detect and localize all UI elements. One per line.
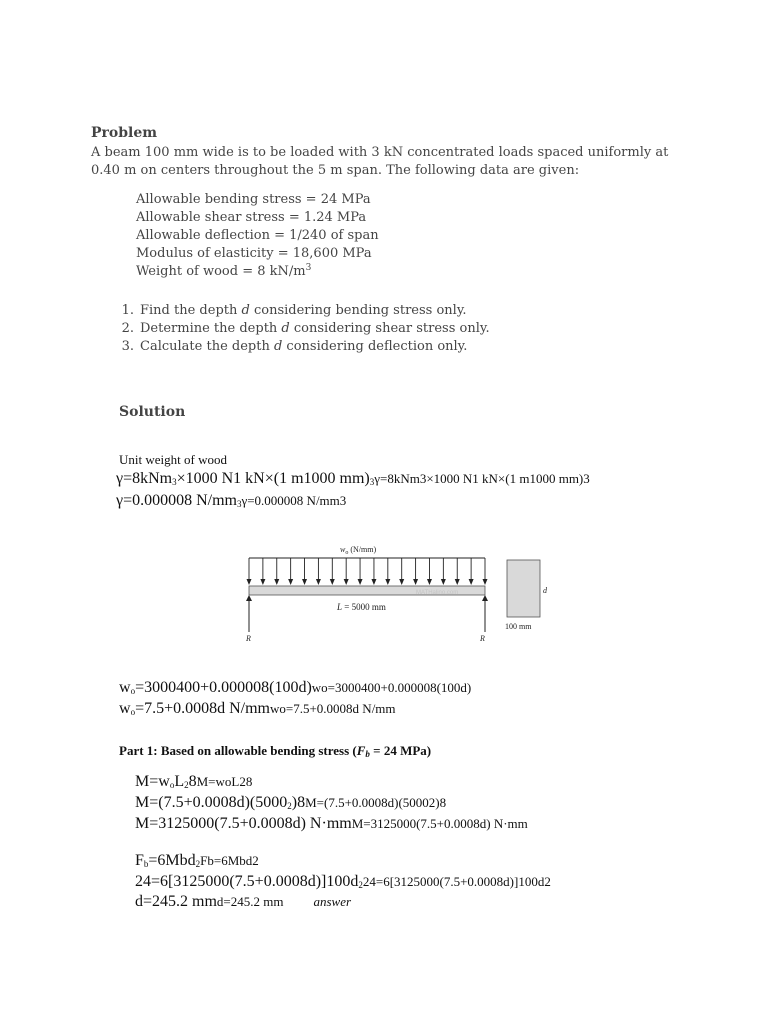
gamma-equation-2: γ=0.000008 $N/mm_3\gamma=0.000008$ N/mm3 [116,492,347,509]
depth-result: d=245.2 mmd=245.2 mm answer [135,893,352,910]
left-reaction-arrowhead [246,595,252,601]
load-arrow-head [302,579,307,585]
load-arrow-head [399,579,404,585]
moment-equation-2: $M=(7.5+0.0008d)(5000_2)8M=(7.5+0.0008d)(50002)8$ [135,794,447,811]
depth-label: d [543,586,547,595]
load-arrow-head [441,579,446,585]
left-reaction-label: R [246,634,251,643]
wo-equation-1: $w_o=3000400+0.000008(100d)wo=3000400+0.000008(100d)$ [119,679,472,696]
moment-equation-3: M=3125000(7.5+0.0008d) N·mmM=3125000(7.5+0.0008d) N·mm [135,815,528,832]
answer-label: answer [313,894,352,909]
cross-section [507,560,540,617]
load-label: $w_o$ (N/mm) [340,545,377,556]
load-arrow-head [385,579,390,585]
gamma-equation-1: γ=8kNm$_3$×1000 N1 kN×(1 m1000 $mm)_3\gamma=8kNm3\times 1000$ N1 kN×(1 m1000 mm)3 [116,470,590,487]
width-label: 100 mm [505,622,532,631]
load-arrow-head [344,579,349,585]
bending-stress-equation-2: $24=6[3125000(7.5+0.0008d)]100d_224=6[3125000(7.5+0.0008d)]100d2$ [135,873,551,890]
right-reaction-label: R [480,634,485,643]
problem-heading: Problem [91,125,158,141]
load-arrow-head [371,579,376,585]
given-shear-stress: Allowable shear stress = 1.24 MPa [136,210,367,225]
load-arrow-head [316,579,321,585]
wo-equation-2: $w_o=7.5+0.0008d$ N/mmwo=7.5+0.0008d N/mm [119,700,396,717]
question-3: 3. Calculate the depth d considering deflection only. [121,339,468,354]
load-arrow-head [427,579,432,585]
unit-weight-label: Unit weight of wood [119,452,227,467]
question-1: 1. Find the depth d considering bending stress only. [121,303,467,318]
question-2: 2. Determine the depth d considering shear stress only. [121,321,490,336]
moment-equation-1: $M=w_oL_28M=woL28$ [135,773,253,790]
problem-text-line-1: A beam 100 mm wide is to be loaded with 3 kN concentrated loads spaced uniformly at [91,145,669,160]
load-arrow-head [413,579,418,585]
load-arrows [247,558,488,585]
load-arrow-head [358,579,363,585]
span-label: L = 5000 mm [337,602,386,612]
load-arrow-head [260,579,265,585]
load-arrow-head [455,579,460,585]
load-arrow-head [274,579,279,585]
load-arrow-head [330,579,335,585]
given-bending-stress: Allowable bending stress = 24 MPa [136,192,371,207]
given-weight-of-wood: Weight of wood = 8 $kN/m^3$ [136,263,312,279]
watermark: MATHalino.com [416,590,459,596]
load-arrow-head [288,579,293,585]
load-arrow-head [483,579,488,585]
problem-text-line-2: 0.40 m on centers throughout the 5 m span. The following data are given: [91,163,580,178]
given-deflection: Allowable deflection = 1/240 of span [136,228,379,243]
load-arrow-head [247,579,252,585]
bending-stress-equation-1: $F_b=6Mbd_2Fb=6Mbd2$ [135,852,259,869]
right-reaction-arrowhead [482,595,488,601]
beam-loading-diagram [240,540,560,650]
part-1-heading: Part 1: Based on allowable bending stress ($F_b = 24$ MPa) [119,743,432,759]
solution-heading: Solution [119,404,186,420]
given-modulus: Modulus of elasticity = 18,600 MPa [136,246,372,261]
load-arrow-head [469,579,474,585]
